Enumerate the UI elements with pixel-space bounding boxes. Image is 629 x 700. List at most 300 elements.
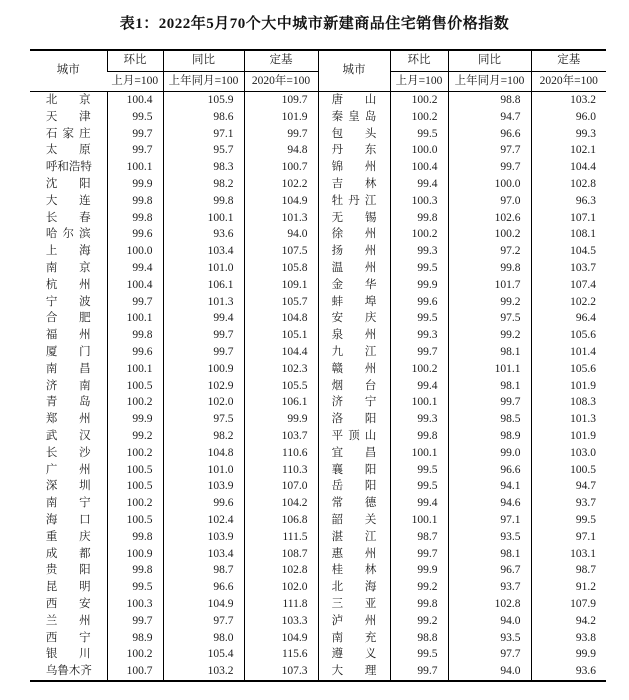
index-value-cell: 93.6	[163, 226, 244, 243]
index-value-cell: 100.1	[390, 445, 448, 462]
index-value-cell: 100.5	[531, 462, 606, 479]
index-value-cell: 97.5	[448, 310, 531, 327]
index-value-cell: 103.1	[531, 546, 606, 563]
index-value-cell: 107.5	[244, 243, 318, 260]
index-value-cell: 99.5	[531, 512, 606, 529]
city-cell	[30, 193, 107, 210]
city-name: 北京	[45, 94, 91, 106]
index-value-cell: 100.2	[107, 394, 163, 411]
city-cell	[30, 109, 107, 126]
city-cell	[318, 294, 390, 311]
index-value-cell: 94.0	[448, 613, 531, 630]
index-value-cell: 100.2	[390, 92, 448, 109]
city-cell	[318, 92, 390, 109]
city-cell	[318, 478, 390, 495]
index-value-cell: 98.1	[448, 546, 531, 563]
index-value-cell: 101.3	[531, 411, 606, 428]
table-row	[30, 226, 606, 243]
city-name: 安庆	[331, 312, 377, 325]
index-value-cell: 100.5	[107, 462, 163, 479]
city-name: 牡丹江	[331, 194, 377, 207]
index-value-cell: 99.7	[107, 294, 163, 311]
index-value-cell: 108.1	[531, 226, 606, 243]
index-value-cell: 100.1	[107, 310, 163, 327]
index-value-cell: 100.1	[390, 512, 448, 529]
index-value-cell: 100.3	[390, 193, 448, 210]
index-value-cell: 97.1	[448, 512, 531, 529]
index-value-cell: 100.1	[107, 159, 163, 176]
index-value-cell: 98.9	[448, 428, 531, 445]
city-cell	[318, 394, 390, 411]
city-name: 包头	[331, 127, 377, 140]
index-value-cell: 97.7	[163, 613, 244, 630]
index-value-cell: 99.7	[448, 159, 531, 176]
city-cell	[30, 428, 107, 445]
index-value-cell: 99.8	[390, 210, 448, 227]
city-cell	[318, 109, 390, 126]
index-value-cell: 103.2	[163, 663, 244, 681]
city-name: 济南	[45, 379, 91, 392]
index-value-cell: 103.4	[163, 546, 244, 563]
city-name: 九江	[331, 345, 377, 358]
city-cell	[318, 193, 390, 210]
city-name: 长春	[45, 211, 91, 224]
index-value-cell: 99.8	[390, 428, 448, 445]
city-cell	[30, 92, 107, 109]
city-name: 兰州	[45, 614, 91, 627]
index-value-cell: 99.4	[107, 260, 163, 277]
table-row	[30, 462, 606, 479]
city-name: 武汉	[45, 429, 91, 442]
city-cell	[318, 260, 390, 277]
index-value-cell: 99.4	[390, 176, 448, 193]
index-value-cell: 109.1	[244, 277, 318, 294]
index-value-cell: 107.9	[531, 596, 606, 613]
index-value-cell: 98.1	[448, 378, 531, 395]
index-value-cell: 93.8	[531, 630, 606, 647]
city-cell	[318, 613, 390, 630]
city-name: 贵阳	[45, 564, 91, 577]
index-value-cell: 104.9	[163, 596, 244, 613]
city-name: 吉林	[331, 177, 377, 190]
index-value-cell: 99.5	[390, 646, 448, 663]
city-name: 大连	[45, 194, 91, 207]
index-value-cell: 101.3	[244, 210, 318, 227]
index-value-cell: 94.8	[244, 142, 318, 159]
table-title: 表1：2022年5月70个大中城市新建商品住宅销售价格指数	[119, 16, 510, 32]
index-value-cell: 93.7	[448, 579, 531, 596]
index-value-cell: 99.8	[390, 596, 448, 613]
city-cell	[30, 243, 107, 260]
index-value-cell: 98.9	[107, 630, 163, 647]
index-value-cell: 99.5	[390, 462, 448, 479]
city-cell	[30, 562, 107, 579]
index-value-cell: 99.2	[390, 613, 448, 630]
index-value-cell: 101.1	[448, 361, 531, 378]
table-row	[30, 210, 606, 227]
city-cell	[318, 512, 390, 529]
city-name: 平顶山	[331, 429, 377, 442]
index-value-cell: 100.1	[107, 361, 163, 378]
table-row	[30, 277, 606, 294]
table-row	[30, 495, 606, 512]
header-fixed-base-right: 2020年=100	[531, 71, 606, 92]
index-value-cell: 104.8	[163, 445, 244, 462]
index-value-cell: 100.2	[390, 361, 448, 378]
city-name: 遵义	[331, 648, 377, 661]
index-value-cell: 98.2	[163, 176, 244, 193]
city-cell	[30, 394, 107, 411]
city-cell	[30, 462, 107, 479]
index-value-cell: 99.6	[107, 344, 163, 361]
index-value-cell: 99.9	[390, 277, 448, 294]
index-value-cell: 100.7	[244, 159, 318, 176]
index-value-cell: 111.5	[244, 529, 318, 546]
index-value-cell: 99.9	[107, 176, 163, 193]
header-yoy-left: 同比	[163, 50, 244, 71]
city-name: 银川	[45, 648, 91, 661]
index-value-cell: 106.1	[163, 277, 244, 294]
table-row	[30, 126, 606, 143]
table-row	[30, 260, 606, 277]
index-value-cell: 105.8	[244, 260, 318, 277]
index-value-cell: 99.8	[107, 327, 163, 344]
index-value-cell: 104.4	[244, 344, 318, 361]
city-name: 烟台	[331, 379, 377, 392]
city-name: 深圳	[45, 480, 91, 493]
index-value-cell: 102.1	[531, 142, 606, 159]
city-cell	[30, 344, 107, 361]
city-name: 石家庄	[45, 127, 91, 140]
index-value-cell: 105.4	[163, 646, 244, 663]
index-value-cell: 98.0	[163, 630, 244, 647]
table-row	[30, 478, 606, 495]
header-mom-left: 环比	[107, 50, 163, 71]
city-cell	[30, 226, 107, 243]
index-value-cell: 106.1	[244, 394, 318, 411]
index-value-cell: 99.3	[531, 126, 606, 143]
index-value-cell: 102.3	[244, 361, 318, 378]
table-row	[30, 663, 606, 681]
index-value-cell: 106.8	[244, 512, 318, 529]
table-row	[30, 596, 606, 613]
city-name: 呼和浩特	[45, 161, 92, 174]
index-value-cell: 94.0	[244, 226, 318, 243]
table-row	[30, 159, 606, 176]
index-value-cell: 94.2	[531, 613, 606, 630]
header-yoy-right: 同比	[448, 50, 531, 71]
index-value-cell: 99.8	[448, 260, 531, 277]
city-name: 昆明	[45, 581, 91, 594]
index-value-cell: 105.6	[531, 361, 606, 378]
city-name: 大理	[331, 665, 377, 678]
header-yoy-base-left: 上年同月=100	[163, 71, 244, 92]
index-value-cell: 98.5	[448, 411, 531, 428]
table-row	[30, 109, 606, 126]
city-cell	[318, 428, 390, 445]
index-value-cell: 103.0	[531, 445, 606, 462]
city-cell	[318, 495, 390, 512]
city-name: 西安	[45, 597, 91, 610]
city-name: 上海	[45, 245, 91, 258]
city-name: 惠州	[331, 547, 377, 560]
index-value-cell: 100.1	[390, 394, 448, 411]
index-value-cell: 99.9	[107, 411, 163, 428]
city-cell	[30, 260, 107, 277]
table-row	[30, 646, 606, 663]
index-value-cell: 100.3	[107, 596, 163, 613]
index-value-cell: 100.9	[163, 361, 244, 378]
city-cell	[318, 596, 390, 613]
index-value-cell: 99.6	[107, 226, 163, 243]
index-value-cell: 99.2	[448, 327, 531, 344]
city-name: 泉州	[331, 329, 377, 342]
index-value-cell: 99.2	[107, 428, 163, 445]
index-value-cell: 98.2	[163, 428, 244, 445]
city-cell	[30, 327, 107, 344]
city-name: 常德	[331, 497, 377, 510]
city-cell	[30, 512, 107, 529]
index-value-cell: 100.7	[107, 663, 163, 681]
city-name: 天津	[45, 110, 91, 123]
city-cell	[318, 142, 390, 159]
city-cell	[30, 445, 107, 462]
index-value-cell: 99.8	[107, 529, 163, 546]
header-fixed-base-left: 2020年=100	[244, 71, 318, 92]
table-row	[30, 579, 606, 596]
city-name: 徐州	[331, 228, 377, 241]
index-value-cell: 96.6	[163, 579, 244, 596]
city-cell	[318, 126, 390, 143]
table-row	[30, 411, 606, 428]
city-name: 无锡	[331, 211, 377, 224]
city-cell	[30, 546, 107, 563]
index-value-cell: 96.3	[531, 193, 606, 210]
city-name: 洛阳	[331, 413, 377, 426]
index-value-cell: 104.9	[244, 193, 318, 210]
city-cell	[318, 277, 390, 294]
header-mom-base-left: 上月=100	[107, 71, 163, 92]
index-value-cell: 105.1	[244, 327, 318, 344]
index-value-cell: 93.5	[448, 630, 531, 647]
index-value-cell: 99.5	[390, 478, 448, 495]
index-value-cell: 109.7	[244, 92, 318, 109]
index-value-cell: 99.2	[448, 294, 531, 311]
city-name: 南京	[45, 261, 91, 274]
index-value-cell: 99.8	[107, 210, 163, 227]
city-cell	[30, 142, 107, 159]
index-value-cell: 102.6	[448, 210, 531, 227]
index-value-cell: 96.4	[531, 310, 606, 327]
index-value-cell: 98.7	[531, 562, 606, 579]
index-value-cell: 100.5	[107, 512, 163, 529]
index-value-cell: 100.4	[107, 92, 163, 109]
city-name: 哈尔滨	[45, 228, 91, 241]
index-value-cell: 99.6	[163, 495, 244, 512]
city-cell	[30, 411, 107, 428]
index-value-cell: 99.4	[163, 310, 244, 327]
city-cell	[318, 630, 390, 647]
index-value-cell: 93.7	[531, 495, 606, 512]
index-value-cell: 102.0	[163, 394, 244, 411]
city-name: 郑州	[45, 413, 91, 426]
table-row	[30, 394, 606, 411]
city-name: 重庆	[45, 530, 91, 543]
index-value-cell: 107.4	[531, 277, 606, 294]
index-value-cell: 96.7	[448, 562, 531, 579]
index-value-cell: 100.2	[390, 226, 448, 243]
table-row	[30, 428, 606, 445]
index-value-cell: 102.2	[244, 176, 318, 193]
city-cell	[318, 310, 390, 327]
index-value-cell: 99.9	[390, 562, 448, 579]
index-value-cell: 104.2	[244, 495, 318, 512]
city-name: 海口	[45, 513, 91, 526]
header-fixed-left: 定基	[244, 50, 318, 71]
index-value-cell: 99.7	[107, 126, 163, 143]
index-value-cell: 94.1	[448, 478, 531, 495]
index-value-cell: 99.7	[390, 546, 448, 563]
index-value-cell: 93.6	[531, 663, 606, 681]
city-name: 秦皇岛	[331, 110, 377, 123]
city-cell	[30, 596, 107, 613]
city-name: 湛江	[331, 530, 377, 543]
index-value-cell: 96.0	[531, 109, 606, 126]
index-value-cell: 91.2	[531, 579, 606, 596]
header-mom-right: 环比	[390, 50, 448, 71]
index-value-cell: 105.7	[244, 294, 318, 311]
index-value-cell: 107.1	[531, 210, 606, 227]
city-cell	[318, 663, 390, 681]
city-cell	[30, 478, 107, 495]
city-name: 唐山	[331, 94, 377, 106]
index-value-cell: 97.2	[448, 243, 531, 260]
index-value-cell: 99.4	[390, 495, 448, 512]
index-value-cell: 102.9	[163, 378, 244, 395]
city-cell	[30, 210, 107, 227]
table-row	[30, 562, 606, 579]
index-value-cell: 100.2	[448, 226, 531, 243]
city-cell	[318, 462, 390, 479]
index-value-cell: 103.4	[163, 243, 244, 260]
index-value-cell: 99.7	[244, 126, 318, 143]
index-value-cell: 101.3	[163, 294, 244, 311]
table-row	[30, 613, 606, 630]
table-row	[30, 92, 606, 109]
index-value-cell: 103.2	[531, 92, 606, 109]
index-value-cell: 101.7	[448, 277, 531, 294]
index-value-cell: 100.9	[107, 546, 163, 563]
city-name: 南昌	[45, 362, 91, 375]
index-value-cell: 110.3	[244, 462, 318, 479]
table-row	[30, 445, 606, 462]
city-cell	[318, 226, 390, 243]
city-name: 太原	[45, 144, 91, 157]
index-value-cell: 99.8	[107, 562, 163, 579]
index-value-cell: 107.0	[244, 478, 318, 495]
index-value-cell: 102.8	[448, 596, 531, 613]
index-value-cell: 100.2	[390, 109, 448, 126]
index-value-cell: 100.0	[390, 142, 448, 159]
city-name: 襄阳	[331, 463, 377, 476]
city-cell	[318, 243, 390, 260]
index-value-cell: 99.7	[448, 394, 531, 411]
city-cell	[318, 579, 390, 596]
index-value-cell: 93.5	[448, 529, 531, 546]
city-cell	[318, 411, 390, 428]
index-value-cell: 102.8	[244, 562, 318, 579]
city-name: 沈阳	[45, 177, 91, 190]
index-value-cell: 115.6	[244, 646, 318, 663]
index-value-cell: 111.8	[244, 596, 318, 613]
index-value-cell: 103.3	[244, 613, 318, 630]
city-name: 北海	[331, 581, 377, 594]
index-value-cell: 98.8	[390, 630, 448, 647]
header-city-left: 城市	[56, 64, 80, 77]
index-value-cell: 97.0	[448, 193, 531, 210]
price-index-table	[30, 49, 606, 682]
index-value-cell: 99.8	[107, 193, 163, 210]
city-cell	[318, 344, 390, 361]
city-cell	[318, 327, 390, 344]
index-value-cell: 97.1	[531, 529, 606, 546]
city-name: 南充	[331, 631, 377, 644]
index-value-cell: 96.6	[448, 126, 531, 143]
index-value-cell: 98.6	[163, 109, 244, 126]
index-value-cell: 98.7	[390, 529, 448, 546]
city-cell	[318, 378, 390, 395]
index-value-cell: 101.4	[531, 344, 606, 361]
index-value-cell: 100.1	[163, 210, 244, 227]
index-value-cell: 99.7	[163, 327, 244, 344]
city-name: 岳阳	[331, 480, 377, 493]
table-row	[30, 546, 606, 563]
city-name: 乌鲁木齐	[45, 665, 92, 678]
city-cell	[318, 546, 390, 563]
index-value-cell: 98.3	[163, 159, 244, 176]
city-cell	[318, 445, 390, 462]
city-cell	[318, 159, 390, 176]
index-value-cell: 99.7	[390, 663, 448, 681]
table-row	[30, 344, 606, 361]
table-header	[30, 50, 606, 92]
city-cell	[30, 529, 107, 546]
city-name: 宜昌	[331, 446, 377, 459]
city-name: 三亚	[331, 597, 377, 610]
city-cell	[30, 646, 107, 663]
index-value-cell: 99.7	[163, 344, 244, 361]
index-value-cell: 102.4	[163, 512, 244, 529]
city-cell	[30, 630, 107, 647]
index-value-cell: 100.0	[107, 243, 163, 260]
table-row	[30, 294, 606, 311]
index-value-cell: 103.9	[163, 529, 244, 546]
table-row	[30, 243, 606, 260]
index-value-cell: 94.7	[531, 478, 606, 495]
index-value-cell: 102.2	[531, 294, 606, 311]
city-cell	[318, 646, 390, 663]
index-value-cell: 100.2	[107, 495, 163, 512]
index-value-cell: 98.8	[448, 92, 531, 109]
city-cell	[318, 562, 390, 579]
table-row	[30, 176, 606, 193]
table-row	[30, 193, 606, 210]
city-cell	[30, 663, 107, 681]
table-row	[30, 327, 606, 344]
index-value-cell: 99.2	[390, 579, 448, 596]
table-row	[30, 630, 606, 647]
table-row	[30, 361, 606, 378]
